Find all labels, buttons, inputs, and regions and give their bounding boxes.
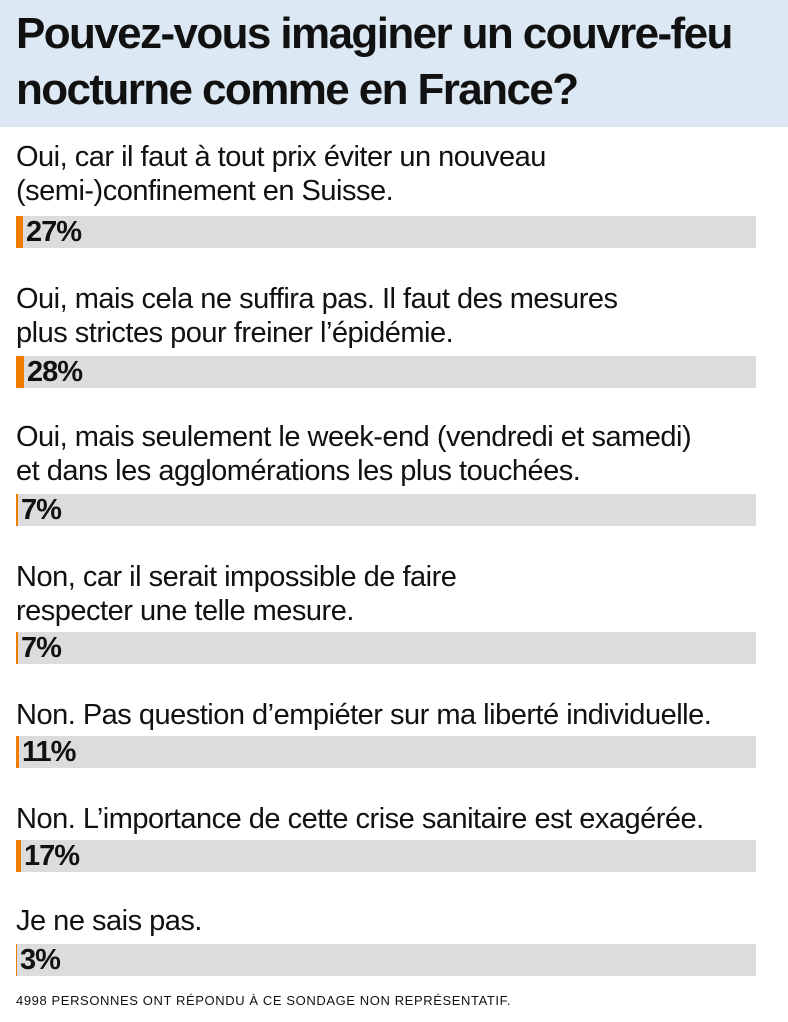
bar-7 xyxy=(16,944,17,976)
data-label-1: 27% xyxy=(26,216,82,248)
bar-3 xyxy=(16,494,18,526)
answer-label-2: Oui, mais cela ne suffira pas. Il faut des mesures plus strictes pour freiner l’épidémie. xyxy=(16,283,618,349)
bar-track-3 xyxy=(16,494,756,526)
bar-2 xyxy=(16,356,24,388)
data-label-6: 17% xyxy=(24,840,80,872)
answer-label-5: Non. Pas question d’empiéter sur ma liberté individuelle. xyxy=(16,699,712,731)
data-label-5: 11% xyxy=(22,736,76,768)
answer-label-4: Non, car il serait impossible de faire respecter une telle mesure. xyxy=(16,561,457,627)
bar-6 xyxy=(16,840,21,872)
bar-1 xyxy=(16,216,23,248)
answer-label-7: Je ne sais pas. xyxy=(16,905,202,937)
chart-footnote: 4998 PERSONNES ONT RÉPONDU À CE SONDAGE NON REPRÉSENTATIF. xyxy=(16,993,511,1008)
bar-5 xyxy=(16,736,19,768)
bar-track-1 xyxy=(16,216,756,248)
data-label-2: 28% xyxy=(27,356,83,388)
bar-track-4 xyxy=(16,632,756,664)
bar-track-2 xyxy=(16,356,756,388)
data-label-7: 3% xyxy=(20,944,60,976)
data-label-4: 7% xyxy=(21,632,61,664)
answer-label-6: Non. L’importance de cette crise sanitaire est exagérée. xyxy=(16,803,704,835)
answer-label-1: Oui, car il faut à tout prix éviter un nouveau (semi-)confinement en Suisse. xyxy=(16,141,546,207)
bar-track-7 xyxy=(16,944,756,976)
data-label-3: 7% xyxy=(21,494,61,526)
bar-track-6 xyxy=(16,840,756,872)
bar-4 xyxy=(16,632,18,664)
bar-track-5 xyxy=(16,736,756,768)
chart-title: Pouvez-vous imaginer un couvre-feu nocturne comme en France? xyxy=(16,9,732,114)
answer-label-3: Oui, mais seulement le week-end (vendredi et samedi) et dans les agglomérations les plus touchées. xyxy=(16,421,692,487)
